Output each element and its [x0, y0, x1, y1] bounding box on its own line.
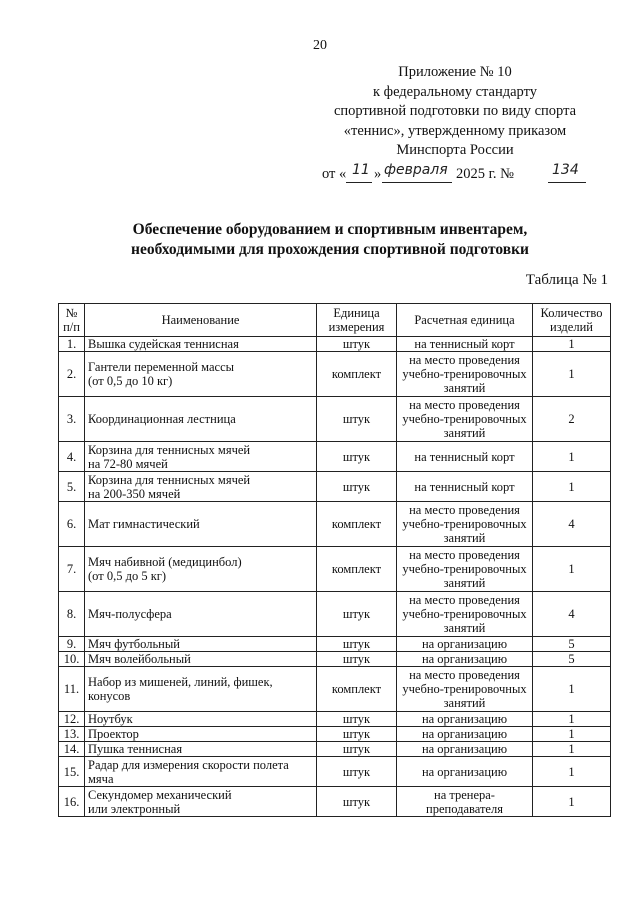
cell-name-line: Координационная лестница [88, 412, 236, 426]
table-row [59, 742, 611, 757]
cell-calc [397, 547, 533, 592]
cell-qty: 1 [533, 472, 611, 502]
cell-qty: 1 [533, 667, 611, 712]
table-row [59, 667, 611, 712]
cell-name [85, 547, 317, 592]
cell-calc-line: на тренера- [434, 787, 495, 802]
header-qty [533, 304, 611, 337]
cell-calc-line: на теннисный корт [414, 337, 515, 351]
cell-name [85, 397, 317, 442]
cell-name [85, 667, 317, 712]
header-qty-line: Количество [540, 306, 603, 320]
cell-qty: 1 [533, 742, 611, 757]
cell-calc-line: на теннисный корт [414, 479, 515, 494]
table-row [59, 547, 611, 592]
table-row [59, 712, 611, 727]
cell-num: 7. [59, 547, 85, 592]
cell-unit: штук [317, 652, 397, 667]
cell-name-line: Ноутбук [88, 712, 133, 726]
cell-name-line: Мат гимнастический [88, 517, 200, 531]
cell-calc-line: на теннисный корт [414, 449, 515, 464]
appendix-block [300, 63, 610, 187]
cell-unit: штук [317, 337, 397, 352]
cell-name-line: Мяч футбольный [88, 637, 180, 651]
cell-unit: штук [317, 472, 397, 502]
cell-qty: 5 [533, 652, 611, 667]
cell-name-line: Корзина для теннисных мячей [88, 442, 251, 457]
table-row [59, 727, 611, 742]
appendix-line: Минспорта России [396, 142, 514, 158]
cell-num: 12. [59, 712, 85, 727]
cell-qty: 2 [533, 397, 611, 442]
cell-num: 15. [59, 757, 85, 787]
order-day-underline [346, 182, 372, 183]
cell-calc [397, 757, 533, 787]
order-prefix: от « [322, 165, 347, 182]
cell-calc [397, 787, 533, 817]
cell-calc [397, 352, 533, 397]
cell-qty: 4 [533, 502, 611, 547]
order-line [300, 161, 610, 187]
cell-calc-line: на место проведения [409, 503, 520, 517]
cell-calc-line: занятий [443, 621, 486, 635]
cell-num: 10. [59, 652, 85, 667]
cell-qty: 1 [533, 727, 611, 742]
header-num-line: п/п [63, 320, 80, 334]
cell-calc [397, 502, 533, 547]
cell-name [85, 742, 317, 757]
cell-name-line: мяча [88, 771, 114, 786]
cell-unit: комплект [317, 352, 397, 397]
order-mid: » [374, 165, 382, 182]
order-number-handwritten: 134 [552, 161, 579, 178]
cell-calc [397, 592, 533, 637]
cell-calc [397, 442, 533, 472]
cell-calc [397, 727, 533, 742]
cell-name-line: Пушка теннисная [88, 742, 183, 756]
cell-calc [397, 667, 533, 712]
cell-calc-line: занятий [443, 531, 486, 545]
cell-unit: штук [317, 757, 397, 787]
cell-name-line: Мяч волейбольный [88, 652, 191, 666]
order-number-underline [548, 182, 586, 183]
header-calc: Расчетная единица [397, 304, 533, 337]
cell-name-line: Радар для измерения скорости полета [88, 757, 289, 772]
cell-calc-line: учебно-тренировочных [402, 682, 527, 696]
table-header-row [59, 304, 611, 337]
cell-calc-line: на место проведения [409, 668, 520, 682]
header-qty-line: изделий [550, 320, 593, 334]
cell-unit: штук [317, 727, 397, 742]
cell-unit: штук [317, 742, 397, 757]
cell-qty: 1 [533, 352, 611, 397]
table-row [59, 352, 611, 397]
cell-name [85, 727, 317, 742]
title-line: необходимыми для прохождения спортивной подготовки [131, 241, 529, 258]
cell-name-line: или электронный [88, 801, 181, 816]
cell-unit: штук [317, 592, 397, 637]
cell-calc-line: занятий [443, 381, 486, 395]
cell-calc-line: на организацию [421, 727, 508, 741]
table-row [59, 757, 611, 787]
cell-qty: 1 [533, 757, 611, 787]
cell-qty: 1 [533, 337, 611, 352]
cell-num: 5. [59, 472, 85, 502]
cell-calc-line: занятий [443, 426, 486, 440]
cell-name [85, 352, 317, 397]
table-row [59, 442, 611, 472]
cell-num: 6. [59, 502, 85, 547]
cell-calc-line: учебно-тренировочных [402, 367, 527, 381]
cell-name-line: Вышка судейская теннисная [88, 337, 239, 351]
header-unit [317, 304, 397, 337]
cell-name-line: (от 0,5 до 10 кг) [88, 374, 173, 388]
order-month-underline [382, 182, 452, 183]
cell-name-line: Проектор [88, 727, 139, 741]
page-number: 20 [313, 38, 327, 53]
cell-num: 9. [59, 637, 85, 652]
cell-calc [397, 397, 533, 442]
appendix-line: Приложение № 10 [398, 64, 512, 80]
cell-name-line: Мяч набивной (медицинбол) [88, 555, 242, 569]
cell-calc-line: на место проведения [409, 548, 520, 562]
cell-calc [397, 742, 533, 757]
cell-name-line: Мяч-полусфера [88, 607, 172, 621]
cell-num: 3. [59, 397, 85, 442]
table-row [59, 592, 611, 637]
cell-name [85, 787, 317, 817]
cell-calc-line: на место проведения [409, 353, 520, 367]
cell-name [85, 502, 317, 547]
table-body [59, 337, 611, 817]
cell-calc-line: на организацию [421, 652, 508, 666]
header-name: Наименование [85, 304, 317, 337]
header-unit-line: измерения [328, 320, 385, 334]
table-label: Таблица № 1 [525, 272, 608, 288]
cell-name [85, 442, 317, 472]
cell-name [85, 757, 317, 787]
cell-name-line: на 200-350 мячей [88, 486, 181, 501]
appendix-line: «теннис», утвержденному приказом [343, 122, 567, 139]
cell-num: 13. [59, 727, 85, 742]
cell-calc-line: учебно-тренировочных [402, 412, 527, 426]
cell-calc-line: занятий [443, 576, 486, 590]
cell-qty: 4 [533, 592, 611, 637]
cell-num: 1. [59, 337, 85, 352]
cell-qty: 1 [533, 712, 611, 727]
cell-calc-line: на место проведения [409, 593, 520, 607]
table-row [59, 337, 611, 352]
cell-unit: штук [317, 712, 397, 727]
cell-calc [397, 637, 533, 652]
cell-num: 4. [59, 442, 85, 472]
cell-num: 14. [59, 742, 85, 757]
cell-calc-line: на место проведения [409, 398, 520, 412]
cell-calc-line: учебно-тренировочных [402, 517, 527, 531]
table-row [59, 502, 611, 547]
cell-calc-line: преподавателя [426, 801, 503, 816]
order-year: 2025 г. № [456, 165, 515, 182]
cell-calc [397, 472, 533, 502]
cell-name-line: Корзина для теннисных мячей [88, 472, 251, 487]
cell-calc-line: на организацию [421, 764, 508, 779]
header-num-line: № [65, 306, 78, 320]
cell-calc [397, 712, 533, 727]
cell-calc [397, 652, 533, 667]
cell-name [85, 337, 317, 352]
table-row [59, 637, 611, 652]
cell-name-line: конусов [88, 689, 131, 703]
cell-calc-line: учебно-тренировочных [402, 607, 527, 621]
inventory-table [58, 303, 611, 817]
title-line: Обеспечение оборудованием и спортивным инвентарем, [132, 221, 528, 238]
cell-name [85, 472, 317, 502]
cell-name-line: Секундомер механический [88, 787, 232, 802]
cell-name [85, 637, 317, 652]
table-row [59, 397, 611, 442]
cell-qty: 5 [533, 637, 611, 652]
table-row [59, 472, 611, 502]
header-unit-line: Единица [333, 306, 380, 320]
cell-num: 2. [59, 352, 85, 397]
document-title [60, 220, 600, 260]
cell-calc-line: учебно-тренировочных [402, 562, 527, 576]
cell-name [85, 652, 317, 667]
cell-num: 8. [59, 592, 85, 637]
cell-name-line: Гантели переменной массы [88, 360, 235, 374]
order-month-handwritten: февраля [384, 161, 448, 178]
cell-num: 16. [59, 787, 85, 817]
appendix-line: к федеральному стандарту [373, 83, 537, 100]
cell-calc-line: на организацию [421, 712, 508, 726]
cell-name [85, 592, 317, 637]
cell-unit: комплект [317, 547, 397, 592]
header-num [59, 304, 85, 337]
appendix-line: спортивной подготовки по виду спорта [333, 103, 577, 119]
table-row [59, 787, 611, 817]
cell-unit: комплект [317, 667, 397, 712]
cell-calc-line: на организацию [421, 637, 508, 651]
cell-name-line: Набор из мишеней, линий, фишек, [88, 675, 273, 689]
cell-unit: штук [317, 787, 397, 817]
cell-qty: 1 [533, 787, 611, 817]
cell-unit: комплект [317, 502, 397, 547]
table-row [59, 652, 611, 667]
cell-name [85, 712, 317, 727]
cell-name-line: (от 0,5 до 5 кг) [88, 569, 167, 583]
cell-name-line: на 72-80 мячей [88, 456, 168, 471]
cell-calc-line: занятий [443, 696, 486, 710]
cell-calc-line: на организацию [421, 742, 508, 756]
cell-unit: штук [317, 442, 397, 472]
cell-unit: штук [317, 637, 397, 652]
cell-unit: штук [317, 397, 397, 442]
cell-qty: 1 [533, 547, 611, 592]
cell-num: 11. [59, 667, 85, 712]
cell-calc [397, 337, 533, 352]
cell-qty: 1 [533, 442, 611, 472]
order-day-handwritten: 11 [352, 161, 370, 178]
